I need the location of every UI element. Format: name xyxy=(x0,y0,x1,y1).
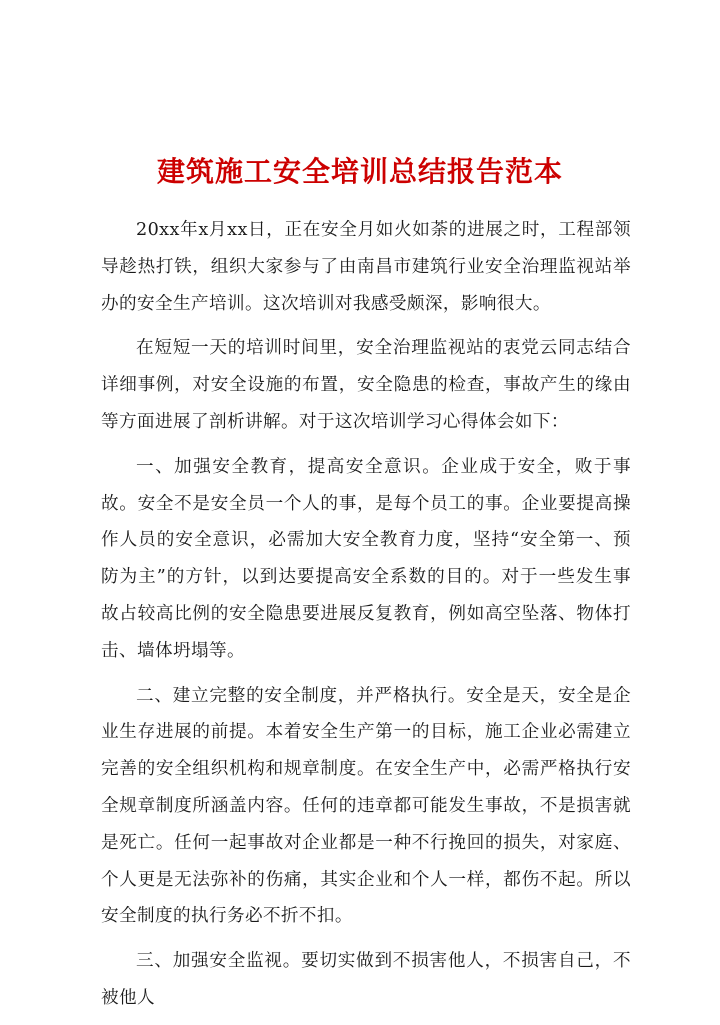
document-body xyxy=(101,212,631,1025)
paragraph: 三、加强安全监视。要切实做到不损害他人，不损害自己，不被他人 xyxy=(101,951,631,1008)
paragraph: 二、建立完整的安全制度，并严格执行。安全是天，安全是企业生存进展的前提。本着安全生产第一的目标，施工企业必需建立完善的安全组织机构和规章制度。在安全生产中，必需严格执行安全规章制度所涵盖内容。任何的违章都可能发生事故，不是损害就是死亡。任何一起事故对企业都是一种不行挽回的损失，对家庭、个人更是无法弥补的伤痛，其实企业和个人一样，都伤不起。所以安全制度的执行务必不折不扣。 xyxy=(101,685,631,927)
paragraph: 一、加强安全教育，提高安全意识。企业成于安全，败于事故。安全不是安全员一个人的事，是每个员工的事。企业要提高操作人员的安全意识，必需加大安全教育力度，坚持“安全第一、预防为主”的方针，以到达要提高安全系数的目的。对于一些发生事故占较高比例的安全隐患要进展反复教育，例如高空坠落、物体打击、墙体坍塌等。 xyxy=(101,456,631,661)
document-title: 建筑施工安全培训总结报告范本 xyxy=(156,155,563,188)
paragraph: 20xx年x月xx日，正在安全月如火如荼的进展之时，工程部领导趁热打铁，组织大家参与了由南昌市建筑行业安全治理监视站举办的安全生产培训。这次培训对我感受颇深，影响很大。 xyxy=(101,220,631,314)
paragraph: 在短短一天的培训时间里，安全治理监视站的衷党云同志结合详细事例，对安全设施的布置，安全隐患的检查，事故产生的缘由等方面进展了剖析讲解。对于这次培训学习心得体会如下： xyxy=(101,338,631,432)
